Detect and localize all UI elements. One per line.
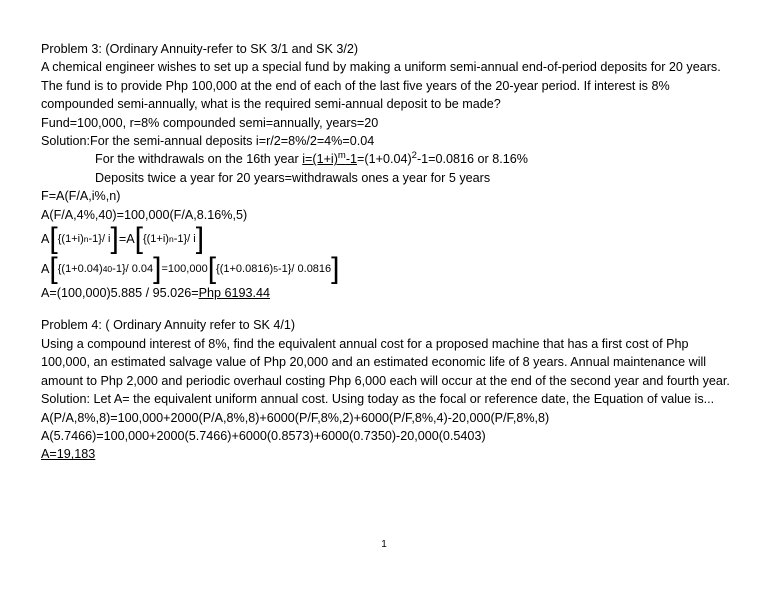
problem4-solution: Solution: Let A= the equivalent uniform annual cost. Using today as the focal or reference date, the Equation of value is...: [41, 392, 715, 407]
withdrawals-rest-b: -1=0.0816 or 8.16%: [416, 152, 528, 167]
problem3-solution: [41, 132, 731, 150]
withdrawals-prefix: For the withdrawals on the 16th year: [95, 152, 303, 167]
problem3-formula2: A(F/A,4%,40)=100,000(F/A,8.16%,5): [41, 207, 248, 222]
problem4-statement: Using a compound interest of 8%, find the equivalent annual cost for a proposed machine that has a first cost of Php 100,000, an estimated salvage value of Php 20,000 and an estimated economic life of 8 years. Annual maintenance will amount to Php 2,000 and periodic overhaul costing Php 6,000 each will occur at the end of the second year and fourth year.: [41, 336, 730, 388]
bracket-close-icon: ]: [331, 252, 340, 286]
problem3-deposits: Deposits twice a year for 20 years=withdrawals ones a year for 5 years: [95, 170, 491, 185]
problem3-heading: Problem 3: (Ordinary Annuity-refer to SK 3/1 and SK 3/2): [41, 42, 359, 56]
solution-text: For the semi-annual deposits i=r/2=8%/2=4%=0.04: [90, 134, 375, 149]
problem3-equation-numeric: A [ {(1+0.04) 40 -1}/ 0.04 ] =100,000 [ {(1+0.0816) 5 -1}/ 0.0816 ]: [41, 252, 340, 286]
bracket-open-icon: [: [134, 222, 143, 256]
withdrawals-exp-m: m: [337, 150, 346, 162]
problem4-eq-line1: A(P/A,8%,8)=100,000+2000(P/A,8%,8)+6000(P/F,8%,2)+6000(P/F,8%,4)-20,000(P/F,8%,8): [41, 410, 550, 425]
withdrawals-minus1: -1: [345, 152, 358, 167]
eq1-inner1b: -1}/ i: [88, 232, 111, 245]
answer-value: Php 6193.44: [198, 286, 270, 301]
problem3-statement: A chemical engineer wishes to set up a special fund by making a uniform semi-annual end-of-period deposits for 20 years. The fund is to provide Php 100,000 at the end of each of the last five years of the 20-year period. If interest is 8% compounded semi-annually, what is the required semi-annual deposit to be made?: [41, 60, 721, 112]
bracket-close-icon: ]: [153, 252, 162, 286]
withdrawals-rest-a: =(1+0.04): [357, 152, 412, 167]
bracket-open-icon: [: [207, 252, 217, 286]
bracket-open-icon: [: [49, 222, 58, 256]
problem3-given: Fund=100,000, r=8% compounded semi=annually, years=20: [41, 115, 379, 130]
document-page: [41, 40, 731, 464]
problem4-heading: Problem 4: ( Ordinary Annuity refer to SK 4/1): [41, 318, 296, 333]
bracket-close-icon: ]: [195, 222, 205, 256]
withdrawals-formula-base: i=(1+i): [302, 152, 338, 167]
problem3-equation-general: A [ {(1+i) n -1}/ i ] =A [ {(1+i) n -1}/ i ]: [41, 222, 205, 256]
problem3-formula1: F=A(F/A,i%,n): [41, 189, 121, 204]
answer-prefix: A=(100,000)5.885 / 95.026=: [41, 286, 199, 301]
problem4-eq-line2: A(5.7466)=100,000+2000(5.7466)+6000(0.8573)+6000(0.7350)-20,000(0.5403): [41, 428, 486, 443]
eq2-inner1b: -1}/ 0.04: [112, 262, 154, 275]
page-number: 1: [381, 539, 387, 550]
problem3-answer: [41, 284, 731, 302]
eq1-inner1a: {(1+i): [57, 232, 84, 245]
withdrawals-formula: [302, 152, 357, 166]
eq2-a: A: [41, 261, 50, 276]
eq2-eqB: =100,000: [161, 262, 208, 275]
withdrawals-exp-2: 2: [411, 150, 417, 162]
eq1-eqA: =A: [118, 231, 135, 246]
eq1-inner2a: {(1+i): [142, 232, 169, 245]
problem4-answer: A=19,183: [41, 447, 96, 462]
eq2-inner2b: -1}/ 0.0816: [277, 262, 332, 275]
problem3-withdrawals: [41, 150, 731, 168]
eq2-inner2a: {(1+0.0816): [216, 262, 274, 275]
solution-prefix: Solution:: [41, 134, 91, 149]
section-spacer: [41, 302, 731, 316]
eq2-inner1a: {(1+0.04): [57, 262, 103, 275]
eq1-inner2b: -1}/ i: [173, 232, 196, 245]
bracket-close-icon: ]: [110, 222, 119, 256]
eq1-a: A: [41, 231, 50, 246]
bracket-open-icon: [: [49, 252, 58, 286]
